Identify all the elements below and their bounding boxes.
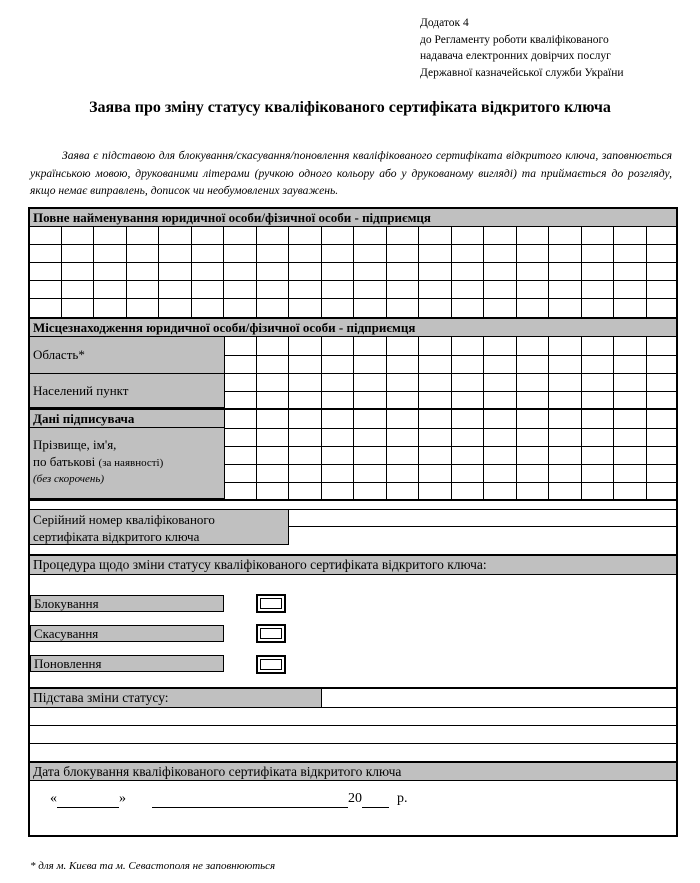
- page-title: Заява про зміну статусу кваліфікованого сертифіката відкритого ключа: [89, 99, 611, 116]
- date-day-field[interactable]: [57, 791, 119, 808]
- signer-header: Дані підписувача: [30, 410, 224, 428]
- option-label-revoke: Скасування: [30, 625, 224, 642]
- annex-line: Державної казначейської служби України: [420, 66, 624, 79]
- serial-number-field[interactable]: [288, 509, 676, 545]
- serial-label-line: сертифіката відкритого ключа: [33, 529, 200, 544]
- basis-label: Підстава зміни статусу:: [30, 689, 321, 707]
- signer-name-line: Прізвище, ім'я,: [33, 437, 117, 452]
- location-grid[interactable]: [225, 337, 676, 408]
- annex-line: Додаток 4: [420, 17, 469, 29]
- annex-line: надавача електронних довірчих послуг: [420, 50, 611, 62]
- signer-name-note: (без скорочень): [33, 473, 105, 485]
- block-checkbox[interactable]: [256, 594, 286, 613]
- location-header: Місцезнаходження юридичної особи/фізичної особи - підприємця: [30, 319, 676, 337]
- signer-name-line: [33, 453, 224, 472]
- serial-number-label: [30, 509, 288, 545]
- renew-checkbox[interactable]: [256, 655, 286, 674]
- serial-label-line: Серійний номер кваліфікованого: [33, 512, 215, 527]
- signer-name-hint: (за наявності): [98, 457, 164, 469]
- footnote: * для м. Києва та м. Севастополя не заповнюються: [30, 860, 276, 872]
- date-suffix: р.: [397, 791, 408, 806]
- option-label-block: Блокування: [30, 595, 224, 612]
- date-close-quote: »: [119, 791, 126, 806]
- annex-line: до Регламенту роботи кваліфікованого: [420, 33, 609, 46]
- instruction-note: Заява є підставою для блокування/скасування/поновлення кваліфікованого сертифіката відкритого ключа, заповнюється українською мовою, друкованими літерами (ручкою одного кольору або у друкованому вигляді) та приймається до розгляду, якщо немає виправлень, дописок чи необумовлених зауважень.: [30, 149, 672, 197]
- signer-name-label: [30, 428, 224, 499]
- date-month-field[interactable]: [152, 791, 348, 808]
- signer-name-grid[interactable]: [225, 410, 676, 499]
- date-line: [50, 791, 408, 808]
- full-name-header: Повне найменування юридичної особи/фізичної особи - підприємця: [30, 209, 676, 227]
- signer-name-patronymic: по батькові: [33, 454, 96, 469]
- date-open-quote: «: [50, 791, 57, 806]
- revoke-checkbox[interactable]: [256, 624, 286, 643]
- settlement-label: Населений пункт: [30, 374, 224, 408]
- application-form: [28, 207, 678, 837]
- basis-field[interactable]: [30, 689, 676, 761]
- date-header: Дата блокування кваліфікованого сертифіката відкритого ключа: [30, 763, 676, 781]
- date-year-prefix: 20: [348, 791, 362, 806]
- region-label: Область*: [30, 337, 224, 374]
- option-label-renew: Поновлення: [30, 655, 224, 672]
- annex-block: [420, 15, 624, 81]
- procedure-header: Процедура щодо зміни статусу кваліфікованого сертифіката відкритого ключа:: [30, 556, 676, 575]
- date-year-field[interactable]: [362, 791, 389, 808]
- full-name-grid[interactable]: [30, 227, 676, 317]
